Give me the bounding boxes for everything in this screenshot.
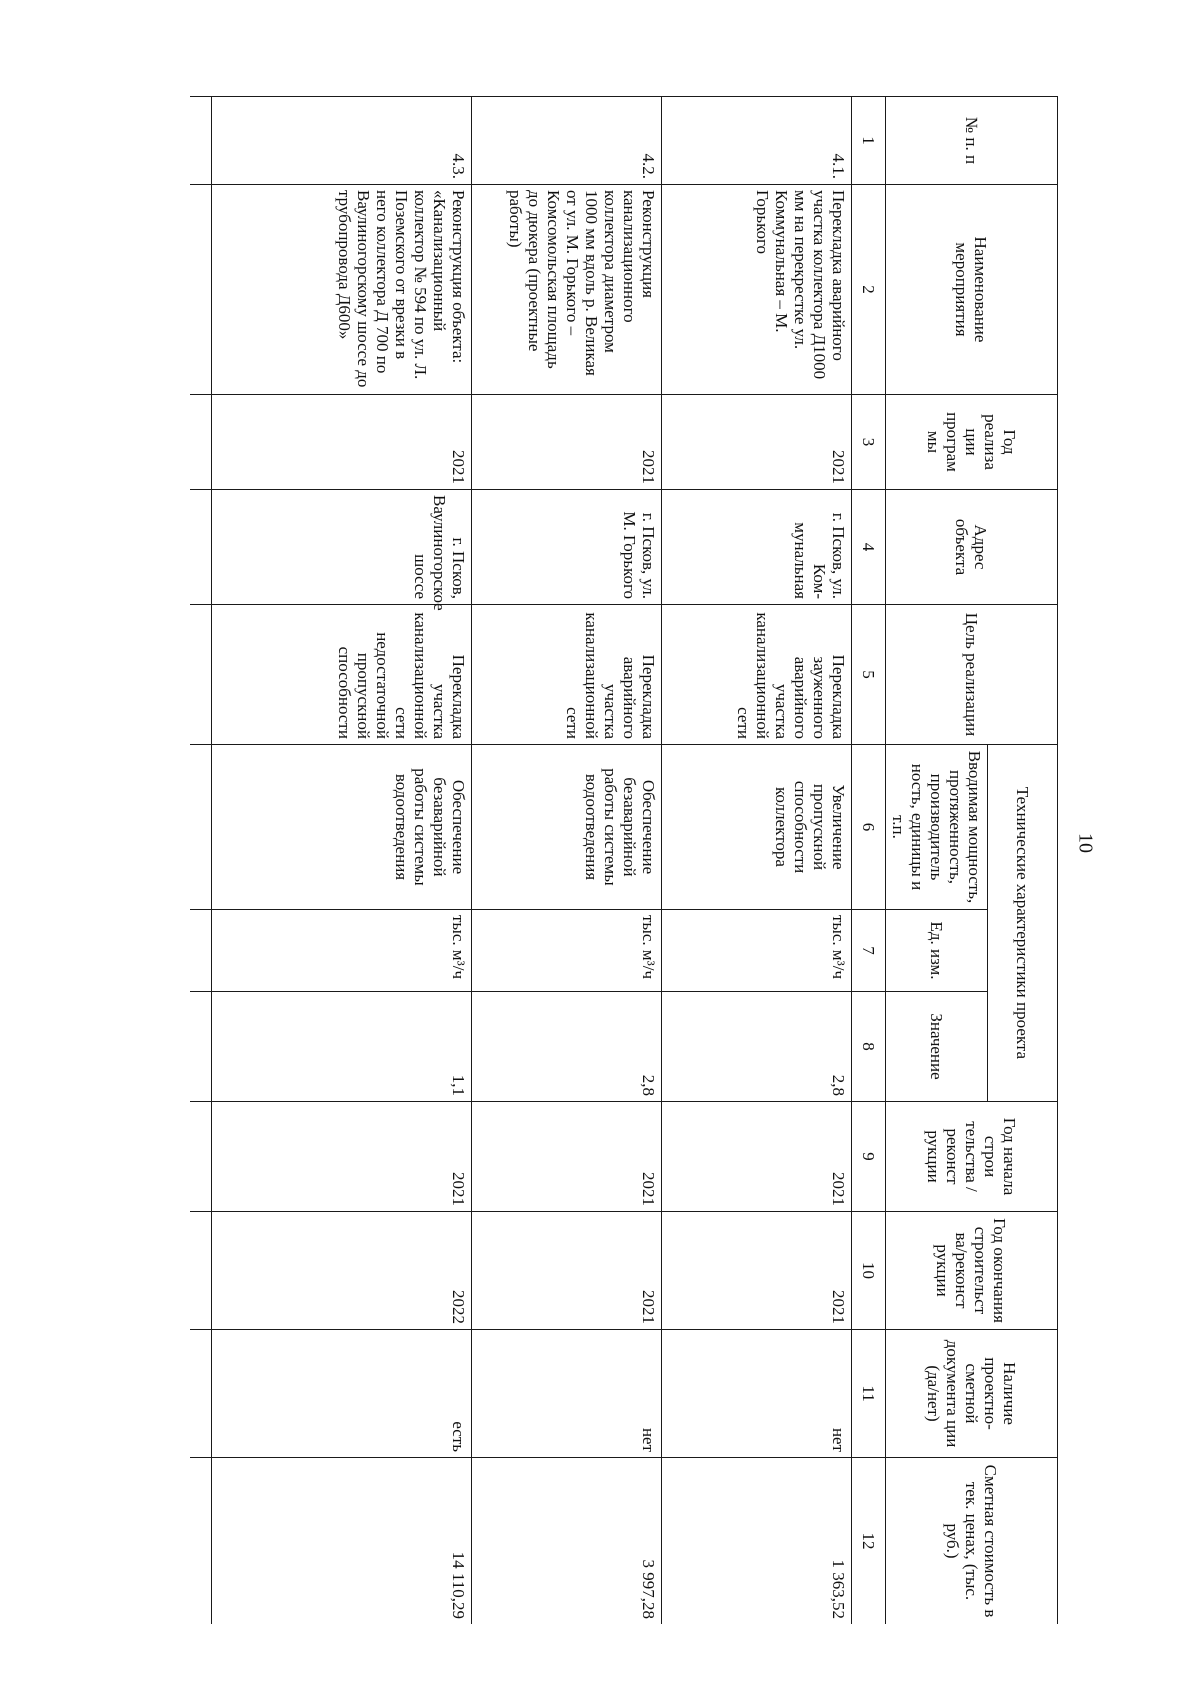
row-psd: нет: [472, 1330, 662, 1458]
header-end-year: Год окончания строительст ва/реконст рукции: [886, 1212, 1058, 1330]
column-number: 7: [852, 910, 886, 992]
row-start-year: 2021: [472, 1102, 662, 1212]
header-name: Наименование мероприятия: [886, 185, 1058, 395]
row-num: 4.3.: [212, 97, 472, 185]
column-number: 8: [852, 992, 886, 1102]
column-number: 12: [852, 1458, 886, 1624]
empty-cell: [190, 745, 212, 910]
column-number: 4: [852, 490, 886, 605]
table-row: [212, 97, 472, 1625]
rotated-table-content: [190, 96, 1058, 1624]
row-program-year: 2021: [662, 395, 852, 490]
header-row: [988, 97, 1058, 1625]
row-unit: тыс. м³/ч: [212, 910, 472, 992]
header-value: Значение: [886, 992, 988, 1102]
row-cost: 14 110,29: [212, 1458, 472, 1624]
page-number: 10: [1074, 833, 1097, 853]
empty-cell: [190, 1330, 212, 1458]
empty-cell: [190, 97, 212, 185]
row-address: г. Псков, Ваулиногорское шоссе: [212, 490, 472, 605]
header-start-year: Год начала строи тельства /реконст рукции: [886, 1102, 1058, 1212]
empty-cell: [190, 490, 212, 605]
header-cost: Сметная стоимость в тек. ценах, (тыс. руб.): [886, 1458, 1058, 1624]
rotated-table-wrapper: [190, 96, 1058, 1624]
row-capacity: Увеличение пропускной способности коллектора: [662, 745, 852, 910]
column-number: 3: [852, 395, 886, 490]
row-name: Перекладка аварийного участка коллектора Д1000 мм на перекрестке ул. Коммунальная – М. Горького: [662, 185, 852, 395]
row-cost: 3 997,28: [472, 1458, 662, 1624]
row-goal: Перекладка зауженного аварийного участка канализационной сети: [662, 605, 852, 745]
column-number: 1: [852, 97, 886, 185]
empty-cell: [190, 992, 212, 1102]
column-number: 9: [852, 1102, 886, 1212]
empty-cell: [190, 605, 212, 745]
empty-cell: [190, 395, 212, 490]
row-program-year: 2021: [472, 395, 662, 490]
header-tech-group: Технические характеристики проекта: [988, 745, 1058, 1102]
row-capacity: Обеспечение безаварийной работы системы водоотведения: [472, 745, 662, 910]
row-num: 4.1.: [662, 97, 852, 185]
empty-row: [190, 97, 212, 1625]
column-number: 10: [852, 1212, 886, 1330]
row-end-year: 2022: [212, 1212, 472, 1330]
column-number-row: [852, 97, 886, 1625]
header-program-year: Год реализа ции програм мы: [886, 395, 1058, 490]
row-name: Реконструкция объекта: «Канализационный коллектор № 594 по ул. Л. Поземского от врезки в него коллектора Д 700 по Ваулиногорскому шоссе до трубопровода Д600»: [212, 185, 472, 395]
row-unit: тыс. м³/ч: [472, 910, 662, 992]
column-number: 6: [852, 745, 886, 910]
project-table: [190, 96, 1058, 1624]
row-start-year: 2021: [212, 1102, 472, 1212]
row-unit: тыс. м³/ч: [662, 910, 852, 992]
row-end-year: 2021: [662, 1212, 852, 1330]
row-capacity: Обеспечение безаварийной работы системы водоотведения: [212, 745, 472, 910]
empty-cell: [190, 910, 212, 992]
row-program-year: 2021: [212, 395, 472, 490]
row-psd: есть: [212, 1330, 472, 1458]
empty-cell: [190, 1102, 212, 1212]
header-capacity: Вводимая мощность, протяженность, производитель ность, единицы и т.п.: [886, 745, 988, 910]
row-value: 2,8: [472, 992, 662, 1102]
table-row: [472, 97, 662, 1625]
header-num: № п. п: [886, 97, 1058, 185]
column-number: 5: [852, 605, 886, 745]
column-number: 2: [852, 185, 886, 395]
row-name: Реконструкция канализационного коллектора диаметром 1000 мм вдоль р. Великая от ул. М. Горького – Комсомольская площадь до дюкера (проектные работы): [472, 185, 662, 395]
row-end-year: 2021: [472, 1212, 662, 1330]
row-address: г. Псков, ул. Ком-мунальная: [662, 490, 852, 605]
header-unit: Ед. изм.: [886, 910, 988, 992]
row-goal: Перекладка участка канализационной сети недостаточной пропускной способности: [212, 605, 472, 745]
empty-cell: [190, 185, 212, 395]
row-address: г. Псков, ул. М. Горького: [472, 490, 662, 605]
column-number: 11: [852, 1330, 886, 1458]
header-goal: Цель реализации: [886, 605, 1058, 745]
table-row: [662, 97, 852, 1625]
row-psd: нет: [662, 1330, 852, 1458]
row-value: 1,1: [212, 992, 472, 1102]
header-psd: Наличие проектно-сметной документа ции (да/нет): [886, 1330, 1058, 1458]
row-cost: 1 363,52: [662, 1458, 852, 1624]
empty-cell: [190, 1458, 212, 1624]
row-value: 2,8: [662, 992, 852, 1102]
row-goal: Перекладка аварийного участка канализационной сети: [472, 605, 662, 745]
header-address: Адрес объекта: [886, 490, 1058, 605]
row-num: 4.2.: [472, 97, 662, 185]
empty-cell: [190, 1212, 212, 1330]
row-start-year: 2021: [662, 1102, 852, 1212]
